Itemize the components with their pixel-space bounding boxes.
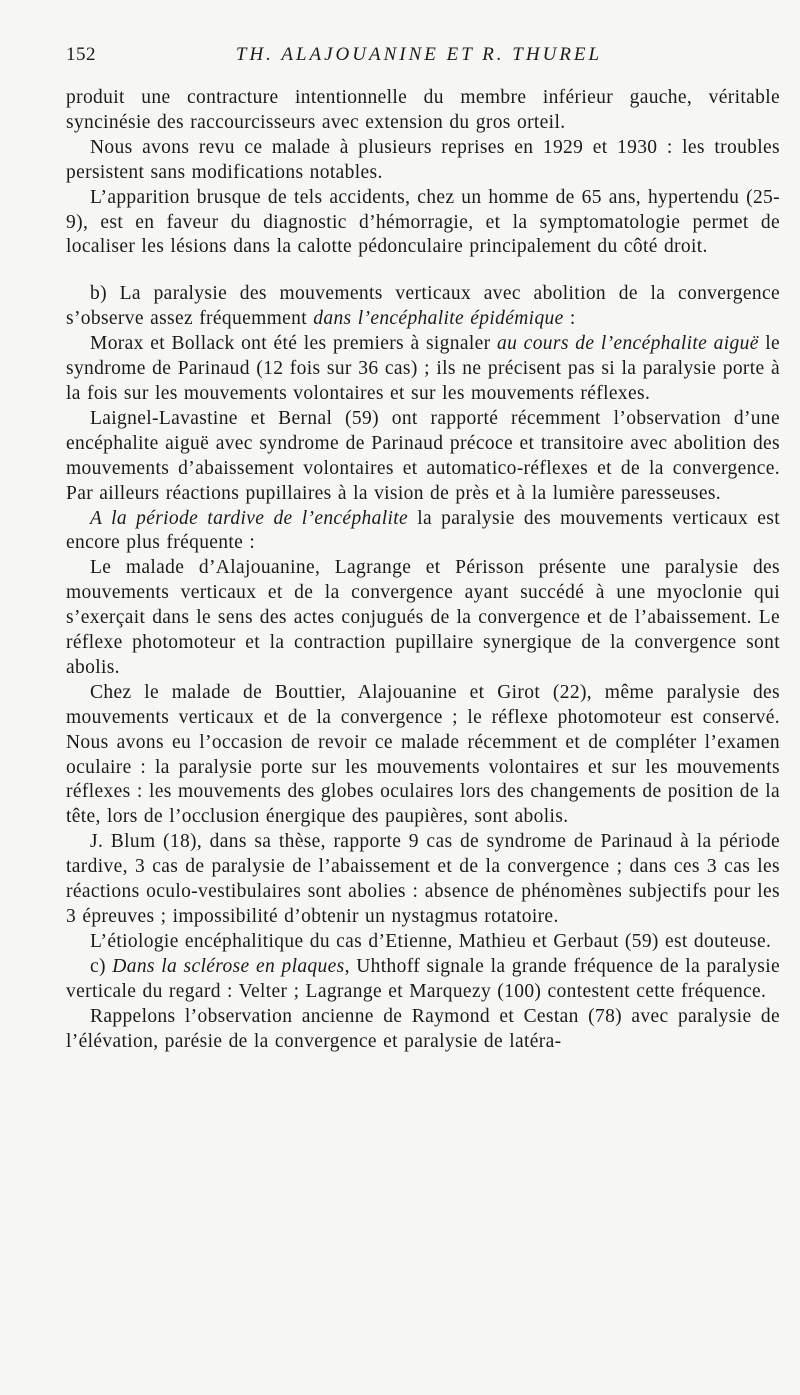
paragraph (66, 830, 780, 930)
italic-run: A la période tardive de l’encéphalite (90, 507, 409, 529)
text-run: Nous avons revu ce malade à plusieurs reprises en 1929 et 1930 : les troubles persistent sans modifications notables. (66, 136, 780, 183)
paragraph (66, 407, 780, 507)
paragraph (66, 556, 780, 681)
running-title: TH. ALAJOUANINE ET R. THUREL (235, 44, 603, 65)
paragraph (66, 332, 780, 407)
running-header (66, 44, 772, 74)
text-run: L’apparition brusque de tels accidents, chez un homme de 65 ans, hypertendu (25-9), est en faveur du diagnostic d’hémorragie, et la symptomatologie permet de localiser les lésions dans la calotte pédonculaire principalement du côté droit. (66, 186, 780, 258)
text-run: le syndrome de Parinaud (12 fois sur 36 cas) ; ils ne précisent pas si la paralysie porte à la fois sur les mouvements volontaires et sur les mouvements réflexes. (66, 333, 781, 404)
paragraph (66, 186, 780, 261)
text-run: Rappelons l’observation ancienne de Raymond et Cestan (78) avec paralysie de l’élévation, parésie de la convergence et paralysie de latéra- (66, 1005, 780, 1052)
paragraph (66, 955, 780, 1005)
text-run: b) La paralysie des mouvements verticaux avec abolition de la convergence s’observe assez fréquemment (66, 283, 780, 330)
italic-run: dans l’encéphalite épidémique (313, 308, 564, 330)
page-number: 152 (66, 44, 96, 65)
body-text (66, 86, 780, 1054)
text-run: : (563, 308, 576, 330)
paragraph (66, 507, 780, 557)
paragraph (66, 930, 780, 955)
text-run: Le malade d’Alajouanine, Lagrange et Périsson présente une paralysie des mouvements verticaux et de la convergence ayant succédé à une myoclonie qui s’exerçait dans le sens des actes conjugués de la convergence et de l’abaissement. Le réflexe photomoteur et la contraction pupillaire synergique de la convergence sont abolis. (66, 557, 780, 678)
paragraph (66, 86, 780, 136)
paragraph (66, 136, 780, 186)
text-run: Chez le malade de Bouttier, Alajouanine et Girot (22), même paralysie des mouvements verticaux et de la convergence ; le réflexe photomoteur est conservé. Nous avons eu l’occasion de revoir ce malade récemment et de compléter l’examen oculaire : la paralysie porte sur les mouvements volontaires et sur les mouvements réflexes : les mouvements des globes oculaires lors des changements de position de la tête, lors de l’occlusion énergique des paupières, sont abolis. (66, 681, 780, 828)
text-run: c) (90, 955, 113, 977)
text-run: Morax et Bollack ont été les premiers à signaler (90, 333, 497, 355)
text-run: , Uhthoff signale la grande fréquence de la paralysie verticale du regard : Velter ; Lagrange et Marquezy (100) contestent cette fréquence. (66, 955, 781, 1002)
paragraph (66, 681, 780, 830)
paragraph (66, 1005, 780, 1055)
text-run: L’étiologie encéphalitique du cas d’Etienne, Mathieu et Gerbaut (59) est douteuse. (90, 930, 772, 952)
text-run: Laignel-Lavastine et Bernal (59) ont rapporté récemment l’observation d’une encéphalite aiguë avec syndrome de Parinaud précoce et transitoire avec abolition des mouvements d’abaissement volontaires et automatico-réflexes et de la convergence. Par ailleurs réactions pupillaires à la vision de près et à la lumière paresseuses. (66, 407, 780, 504)
paragraph (66, 282, 780, 332)
text-run: produit une contracture intentionnelle du membre inférieur gauche, véritable syncinésie des raccourcisseurs avec extension du gros orteil. (66, 87, 780, 133)
italic-run: au cours de l’encéphalite aiguë (497, 333, 759, 355)
text-run: J. Blum (18), dans sa thèse, rapporte 9 cas de syndrome de Parinaud à la période tardive, 3 cas de paralysie de l’abaissement et de la convergence ; dans ces 3 cas les réactions oculo-vestibulaires sont abolies : absence de phénomènes subjectifs pour les 3 épreuves ; impossibilité d’obtenir un nystagmus rotatoire. (66, 831, 780, 927)
italic-run: Dans la sclérose en plaques (112, 955, 345, 977)
text-run: la paralysie des mouvements verticaux est encore plus fréquente : (66, 507, 780, 554)
